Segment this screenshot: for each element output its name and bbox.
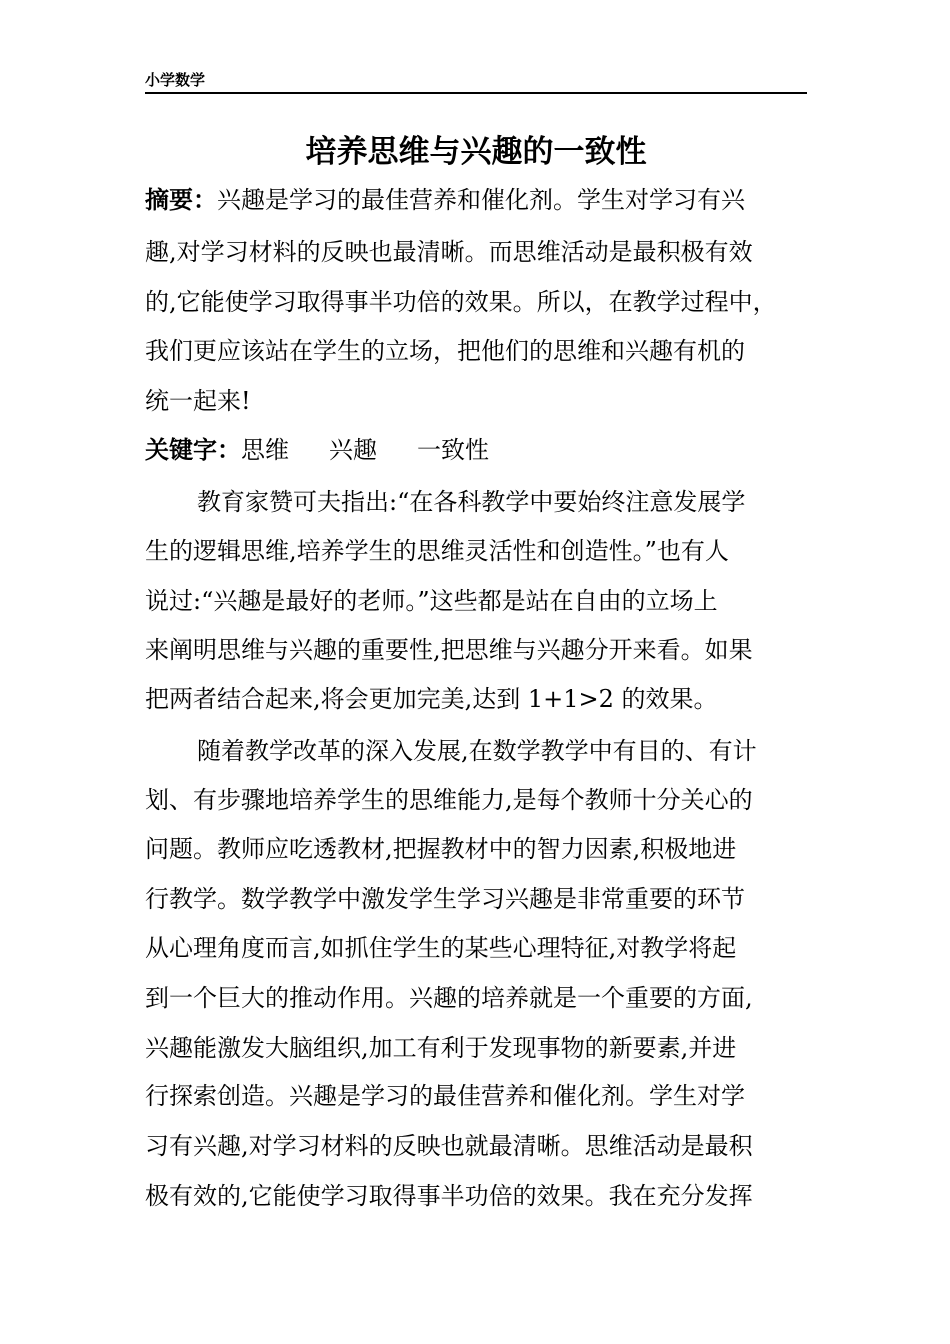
- paragraph-line: 习有兴趣,对学习材料的反映也就最清晰。思维活动是最积: [145, 1132, 753, 1160]
- paragraph-line: 把两者结合起来,将会更加完美,达到 1+1>2 的效果。: [145, 685, 718, 713]
- abstract-line: 我们更应该站在学生的立场，把他们的思维和兴趣有机的: [145, 337, 745, 365]
- abstract-line: 趣,对学习材料的反映也最清晰。而思维活动是最积极有效: [145, 238, 753, 266]
- keyword-item: 兴趣: [329, 436, 377, 464]
- paragraph-line: 说过:“兴趣是最好的老师。”这些都是站在自由的立场上: [145, 587, 718, 615]
- paragraph-line: 生的逻辑思维,培养学生的思维灵活性和创造性。”也有人: [145, 537, 729, 565]
- keywords-label: 关键字：: [145, 436, 241, 464]
- paragraph-line: 行教学。数学教学中激发学生学习兴趣是非常重要的环节: [145, 885, 745, 913]
- paragraph-line: 兴趣能激发大脑组织,加工有利于发现事物的新要素,并进: [145, 1034, 737, 1062]
- paragraph-line: 划、有步骤地培养学生的思维能力,是每个教师十分关心的: [145, 786, 753, 814]
- abstract-line: [145, 184, 825, 216]
- abstract-label: 摘要：: [145, 186, 217, 214]
- paragraph-line: 行探索创造。兴趣是学习的最佳营养和催化剂。学生对学: [145, 1082, 745, 1110]
- paragraph-line: 极有效的,它能使学习取得事半功倍的效果。我在充分发挥: [145, 1182, 753, 1210]
- abstract-line: 统一起来!: [145, 387, 251, 415]
- keywords-line: [145, 434, 825, 466]
- abstract-text: 兴趣是学习的最佳营养和催化剂。学生对学习有兴: [217, 186, 745, 214]
- paragraph-line: 问题。教师应吃透教材,把握教材中的智力因素,积极地进: [145, 835, 737, 863]
- paragraph-line: 来阐明思维与兴趣的重要性,把思维与兴趣分开来看。如果: [145, 636, 753, 664]
- page-header: [145, 70, 807, 94]
- paragraph-line: 到一个巨大的推动作用。兴趣的培养就是一个重要的方面,: [145, 984, 753, 1012]
- abstract-line: 的,它能使学习取得事半功倍的效果。所以，在教学过程中，: [145, 288, 777, 316]
- paragraph-line: 从心理角度而言,如抓住学生的某些心理特征,对教学将起: [145, 934, 737, 962]
- document-title: 培养思维与兴趣的一致性: [305, 134, 647, 170]
- paragraph-line: 随着教学改革的深入发展,在数学教学中有目的、有计: [197, 737, 757, 765]
- paragraph-line: 教育家赞可夫指出:“在各科教学中要始终注意发展学: [197, 488, 746, 516]
- keyword-item: 一致性: [417, 436, 489, 464]
- header-subject-label: 小学数学: [145, 71, 206, 89]
- keyword-item: 思维: [241, 436, 289, 464]
